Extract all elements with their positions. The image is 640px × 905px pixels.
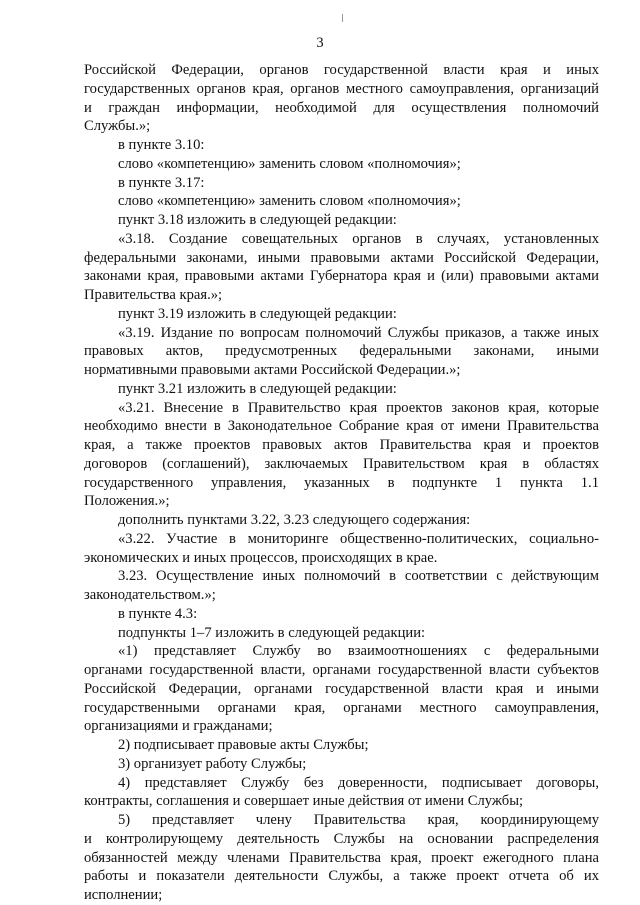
text-line: 3) организует работу Службы; [118, 755, 307, 772]
text-line: обязанностей между членами Правительства края, проект ежегодного плана [84, 849, 599, 866]
text-line: контракты, соглашения и совершает иные действия от имени Службы; [84, 793, 524, 810]
text-line: «1) представляет Службу во взаимоотношениях с федеральными [118, 643, 599, 660]
text-line: пункт 3.18 изложить в следующей редакции: [118, 212, 397, 228]
text-line: пункт 3.19 изложить в следующей редакции: [118, 305, 397, 322]
text-line: Положения.»; [84, 493, 170, 510]
text-line: Службы.»; [84, 118, 151, 135]
text-line: в пункте 4.3: [118, 605, 198, 622]
text-line: нормативными правовыми актами Российской Федерации.»; [84, 362, 461, 378]
text-line: 3.23. Осуществление иных полномочий в соответствии с действующим [118, 568, 599, 585]
text-line: «3.19. Издание по вопросам полномочий Службы приказов, а также иных [118, 324, 599, 341]
text-line: Российской Федерации, органов государственной власти края и иных [84, 62, 599, 78]
text-line: в пункте 3.17: [118, 174, 205, 191]
text-line: исполнении; [84, 887, 163, 903]
text-line: подпункты 1–7 изложить в следующей редакции: [118, 624, 426, 641]
text-line: дополнить пунктами 3.22, 3.23 следующего содержания: [118, 512, 471, 528]
text-line: «3.21. Внесение в Правительство края проектов законов края, которые [118, 399, 599, 416]
text-line: и контролирующему деятельность Службы на основании распределения [84, 830, 599, 847]
text-line: правовых актов, предусмотренных федеральными законами, иными [84, 343, 599, 360]
text-line: необходимо внести в Законодательное Собрание края от имени Правительства [84, 418, 599, 435]
text-line: в пункте 3.10: [118, 137, 205, 153]
text-line: «3.22. Участие в мониторинге общественно-политических, социально- [118, 530, 599, 547]
text-line: органами государственной власти, органами государственной власти субъектов [84, 662, 599, 678]
text-line: законодательством.»; [84, 587, 216, 603]
text-line: края, а также проектов правовых актов Правительства края и проектов [84, 437, 599, 453]
text-line: организациями и гражданами; [84, 718, 273, 735]
text-line: Российской Федерации, органами государственной власти края и иными [84, 680, 599, 697]
text-line: 5) представляет члену Правительства края, координирующему [118, 812, 599, 828]
text-line: государственного управления, указанных в подпункте 1 пункта 1.1 [84, 474, 599, 491]
document-body [84, 61, 599, 905]
text-line: государственными органами края, органами местного самоуправления, [84, 699, 599, 716]
text-line: экономических и иных процессов, происходящих в крае. [84, 549, 438, 566]
text-line: и граждан информации, необходимой для осуществления полномочий [84, 99, 599, 116]
scan-mark [342, 14, 343, 22]
text-line: слово «компетенцию» заменить словом «полномочия»; [118, 193, 461, 210]
text-line: государственных органов края, органов местного самоуправления, организаций [84, 80, 599, 97]
text-line: договоров (соглашений), заключаемых Правительством края в областях [84, 455, 599, 472]
text-line: 4) представляет Службу без доверенности, подписывает договоры, [118, 774, 599, 791]
text-line: федеральными законами, иными правовыми актами Российской Федерации, [84, 249, 599, 266]
text-line: законами края, правовыми актами Губернатора края и (или) правовыми актами [84, 268, 599, 285]
text-line: 2) подписывает правовые акты Службы; [118, 737, 369, 753]
page-number: 3 [316, 35, 324, 51]
text-line: «3.18. Создание совещательных органов в случаях, установленных [118, 230, 599, 247]
text-line: работы и показатели деятельности Службы, а также проект отчета об их [84, 868, 599, 885]
text-line: слово «компетенцию» заменить словом «полномочия»; [118, 155, 461, 172]
text-line: пункт 3.21 изложить в следующей редакции: [118, 380, 397, 397]
text-line: Правительства края.»; [84, 287, 223, 303]
